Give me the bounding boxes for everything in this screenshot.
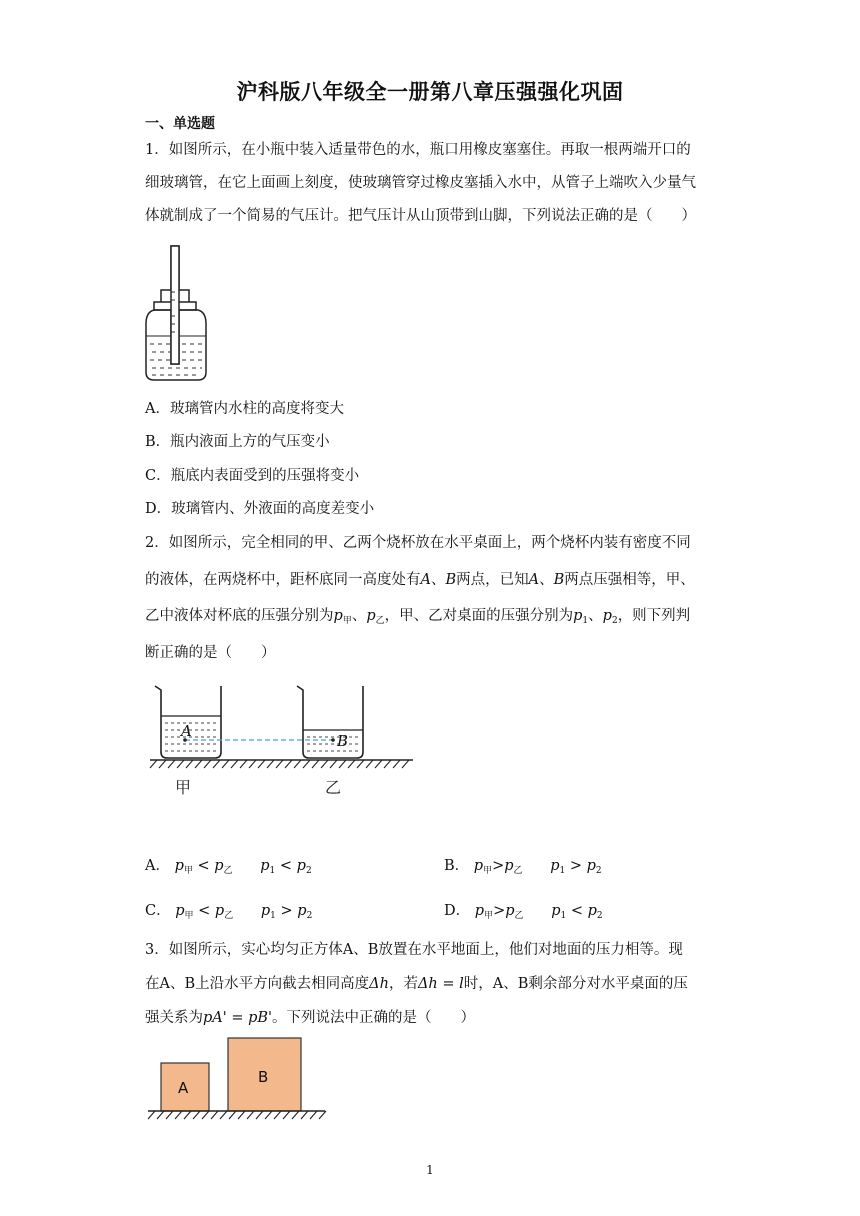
- cube-a-label: A: [178, 1079, 189, 1097]
- label-b: B: [337, 732, 349, 750]
- q2-line-4: 断正确的是（ ）: [145, 645, 276, 661]
- q3-line-3: 强关系为pA' = pB'。下列说法中正确的是（ ）: [145, 1010, 476, 1026]
- label-jia: 甲: [175, 778, 192, 797]
- section-heading: 一、单选题: [145, 116, 215, 132]
- q1-option-a[interactable]: A．玻璃管内水柱的高度将变大: [145, 401, 344, 417]
- q2-line-3: 乙中液体对杯底的压强分别为$p_甲$、$p_乙$，甲、乙对桌面的压强分别为$p_1$、$p_2$，则下列判: [145, 608, 691, 626]
- page-title: 沪科版八年级全一册第八章压强强化巩固: [236, 80, 624, 104]
- cubes-figure: [145, 1035, 330, 1120]
- q3-line-2: 在A、B上沿水平方向截去相同高度Δh，若Δh = l时，A、B剩余部分对水平桌面的压: [145, 976, 688, 992]
- q2-option-b[interactable]: B． $p_甲>p_乙$ $p_1 > p_2$: [444, 858, 602, 876]
- q2-option-a[interactable]: A． $p_甲 < p_乙$ $p_1 < p_2$: [145, 858, 312, 876]
- barometer-figure: [140, 240, 220, 385]
- q1-line-1: 1．如图所示，在小瓶中装入适量带色的水，瓶口用橡皮塞塞住。再取一根两端开口的: [145, 142, 691, 158]
- label-yi: 乙: [325, 778, 342, 797]
- q1-line-2: 细玻璃管，在它上面画上刻度，使玻璃管穿过橡皮塞插入水中，从管子上端吹入少量气: [145, 175, 696, 191]
- cube-b-label: B: [258, 1068, 269, 1086]
- q2-option-c[interactable]: C． $p_甲 < p_乙$ $p_1 > p_2$: [145, 903, 313, 921]
- label-a: A: [181, 722, 192, 740]
- q1-line-3: 体就制成了一个简易的气压计。把气压计从山顶带到山脚，下列说法正确的是（ ）: [145, 208, 696, 224]
- q2-line-2: 的液体，在两烧杯中，距杯底同一高度处有A、B两点，已知A、B两点压强相等，甲、: [145, 572, 695, 588]
- q1-option-d[interactable]: D．玻璃管内、外液面的高度差变小: [145, 501, 375, 517]
- q1-option-b[interactable]: B．瓶内液面上方的气压变小: [145, 434, 330, 450]
- beakers-figure: [145, 680, 415, 805]
- q1-option-c[interactable]: C．瓶底内表面受到的压强将变小: [145, 468, 360, 484]
- q3-line-1: 3．如图所示，实心均匀正方体A、B放置在水平地面上，他们对地面的压力相等。现: [145, 942, 683, 958]
- page-number: 1: [426, 1163, 434, 1177]
- q2-option-d[interactable]: D． $p_甲>p_乙$ $p_1 < p_2$: [444, 903, 603, 921]
- q2-line-1: 2．如图所示，完全相同的甲、乙两个烧杯放在水平桌面上，两个烧杯内装有密度不同: [145, 535, 691, 551]
